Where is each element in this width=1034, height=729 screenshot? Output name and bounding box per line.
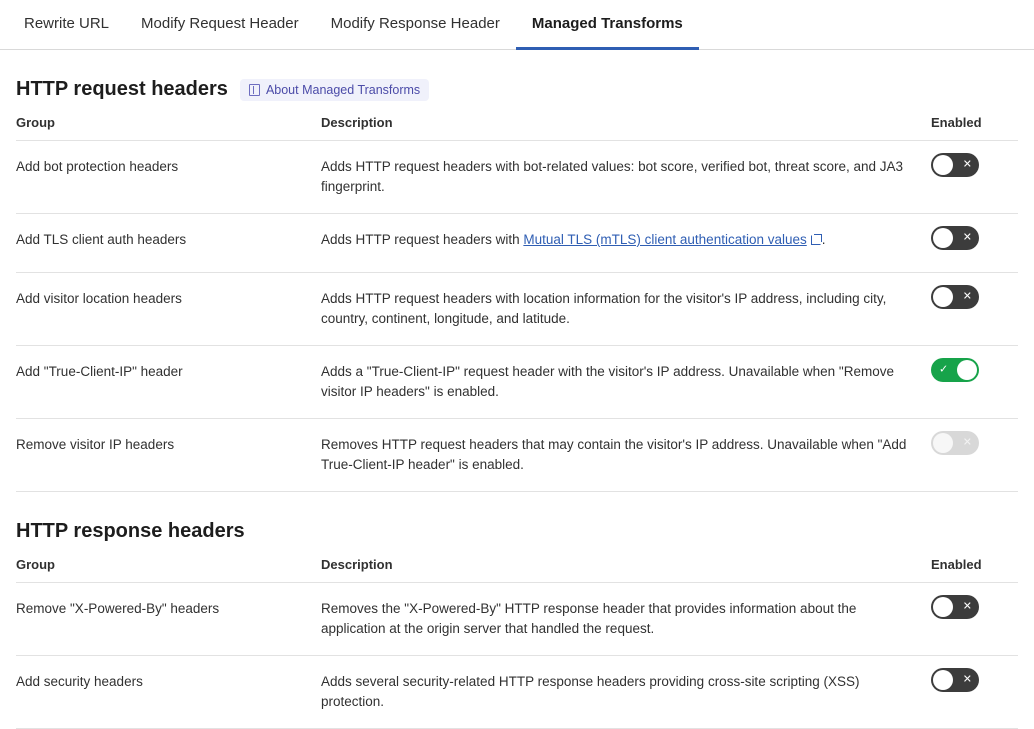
tab-managed-transforms[interactable] (516, 0, 699, 50)
row-group-name: Remove "X-Powered-By" headers (16, 583, 321, 656)
response-headers-header (16, 520, 1018, 543)
enabled-toggle[interactable] (931, 595, 979, 619)
close-icon: ✕ (962, 436, 972, 449)
row-group-name: Remove visitor IP headers (16, 419, 321, 492)
close-icon: ✕ (962, 290, 972, 303)
tab-bar (0, 0, 1034, 50)
tab-modify-response-header[interactable] (315, 0, 516, 50)
column-header-group: Group (16, 115, 321, 141)
toggle-knob (933, 597, 953, 617)
enabled-toggle[interactable] (931, 153, 979, 177)
page-content (0, 78, 1034, 729)
about-managed-transforms-label: About Managed Transforms (265, 82, 421, 97)
enabled-toggle[interactable] (931, 358, 979, 382)
table-header-row (16, 115, 1018, 141)
table-row (16, 273, 1018, 346)
row-group-name: Add bot protection headers (16, 141, 321, 214)
row-description: Removes the "X-Powered-By" HTTP response header that provides information about the application at the origin server that handled the request. (321, 583, 931, 656)
request-headers-table (16, 115, 1018, 492)
toggle-knob (933, 287, 953, 307)
row-description: Adds HTTP request headers with location information for the visitor's IP address, including city, country, continent, longitude, and latitude. (321, 273, 931, 346)
column-header-enabled: Enabled (931, 115, 1018, 141)
close-icon: ✕ (962, 158, 972, 171)
tab-label: Managed Transforms (531, 15, 683, 32)
row-group-name: Add "True-Client-IP" header (16, 346, 321, 419)
table-header-row (16, 557, 1018, 583)
column-header-group: Group (16, 557, 321, 583)
enabled-toggle (931, 431, 979, 455)
toggle-knob (933, 228, 953, 248)
toggle-knob (957, 360, 977, 380)
row-enabled-cell (931, 419, 1018, 492)
tab-label: Modify Request Header (141, 15, 299, 32)
row-description-text: Adds HTTP request headers with (321, 232, 524, 247)
book-icon (249, 84, 260, 96)
row-enabled-cell (931, 583, 1018, 656)
row-group-name: Add security headers (16, 656, 321, 729)
table-row (16, 656, 1018, 729)
row-description: Adds a "True-Client-IP" request header with the visitor's IP address. Unavailable when "Remove visitor IP headers" is enabled. (321, 346, 931, 419)
response-section-title: HTTP response headers (16, 520, 245, 542)
mtls-docs-link[interactable]: Mutual TLS (mTLS) client authentication values (523, 232, 807, 247)
enabled-toggle[interactable] (931, 285, 979, 309)
row-description-tail: . (821, 232, 826, 247)
table-row (16, 419, 1018, 492)
column-header-enabled: Enabled (931, 557, 1018, 583)
tab-rewrite-url[interactable] (8, 0, 125, 50)
about-managed-transforms-button[interactable] (240, 79, 429, 101)
tab-label: Rewrite URL (24, 15, 110, 32)
row-enabled-cell (931, 273, 1018, 346)
close-icon: ✕ (962, 231, 972, 244)
row-description: Removes HTTP request headers that may contain the visitor's IP address. Unavailable when "Add True-Client-IP header" is enabled. (321, 419, 931, 492)
row-group-name: Add visitor location headers (16, 273, 321, 346)
table-row (16, 346, 1018, 419)
table-row (16, 583, 1018, 656)
check-icon: ✓ (939, 363, 949, 376)
table-row (16, 214, 1018, 273)
close-icon: ✕ (962, 673, 972, 686)
request-headers-header (16, 78, 1018, 101)
external-link-icon[interactable] (811, 234, 822, 245)
row-description (321, 214, 931, 273)
row-enabled-cell (931, 214, 1018, 273)
row-enabled-cell (931, 656, 1018, 729)
tab-label: Modify Response Header (330, 15, 500, 32)
column-header-description: Description (321, 115, 931, 141)
table-row (16, 141, 1018, 214)
row-description: Adds several security-related HTTP response headers providing cross-site scripting (XSS) protection. (321, 656, 931, 729)
tab-modify-request-header[interactable] (125, 0, 315, 50)
response-headers-table (16, 557, 1018, 729)
toggle-knob (933, 670, 953, 690)
page-title: HTTP request headers (16, 78, 228, 100)
toggle-knob (933, 433, 953, 453)
row-enabled-cell (931, 141, 1018, 214)
close-icon: ✕ (962, 600, 972, 613)
enabled-toggle[interactable] (931, 226, 979, 250)
row-description: Adds HTTP request headers with bot-related values: bot score, verified bot, threat score, and JA3 fingerprint. (321, 141, 931, 214)
column-header-description: Description (321, 557, 931, 583)
toggle-knob (933, 155, 953, 175)
row-group-name: Add TLS client auth headers (16, 214, 321, 273)
row-enabled-cell (931, 346, 1018, 419)
enabled-toggle[interactable] (931, 668, 979, 692)
